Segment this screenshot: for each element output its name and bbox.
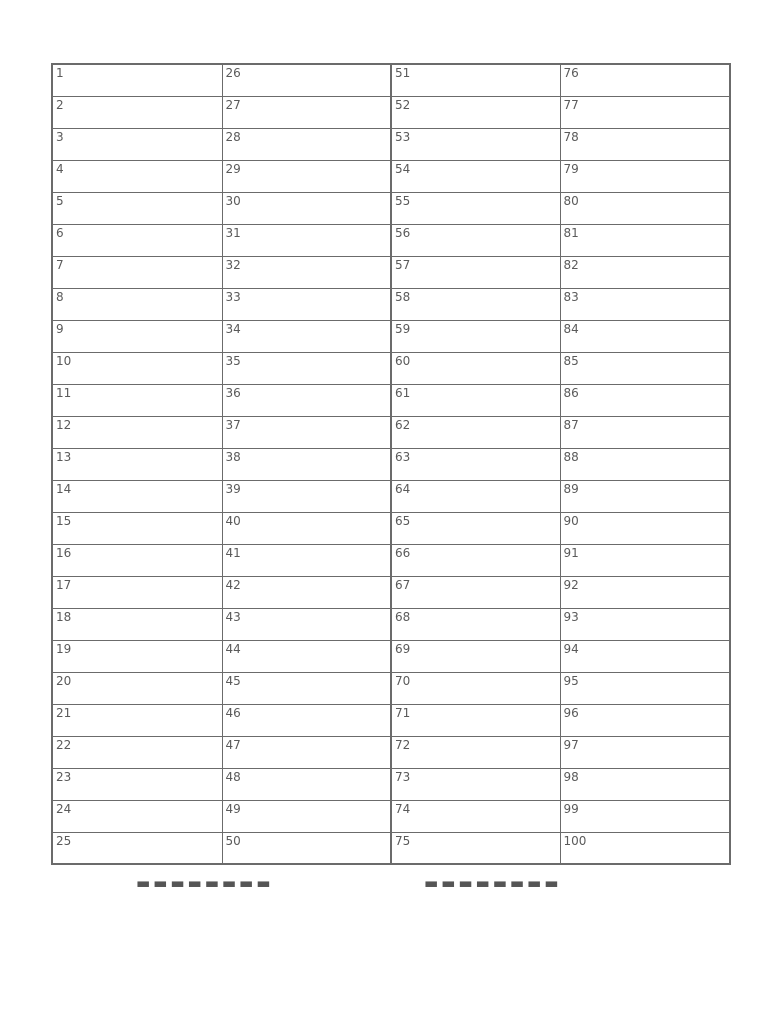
grid-cell: 10 — [52, 352, 222, 384]
grid-cell: 17 — [52, 576, 222, 608]
table-row — [52, 704, 730, 736]
grid-cell: 78 — [560, 128, 730, 160]
grid-cell: 61 — [391, 384, 560, 416]
grid-cell: 36 — [222, 384, 391, 416]
grid-cell: 29 — [222, 160, 391, 192]
table-row — [52, 160, 730, 192]
grid-cell: 14 — [52, 480, 222, 512]
grid-cell: 32 — [222, 256, 391, 288]
cutoff-label-right: ▬▬▬▬▬▬▬▬ — [424, 874, 562, 892]
grid-cell: 86 — [560, 384, 730, 416]
numbered-grid — [51, 63, 731, 865]
grid-cell: 47 — [222, 736, 391, 768]
grid-cell: 46 — [222, 704, 391, 736]
grid-cell: 33 — [222, 288, 391, 320]
grid-cell: 2 — [52, 96, 222, 128]
table-row — [52, 448, 730, 480]
grid-cell: 21 — [52, 704, 222, 736]
grid-cell: 20 — [52, 672, 222, 704]
grid-cell: 6 — [52, 224, 222, 256]
grid-cell: 22 — [52, 736, 222, 768]
grid-cell: 38 — [222, 448, 391, 480]
grid-cell: 92 — [560, 576, 730, 608]
grid-cell: 24 — [52, 800, 222, 832]
grid-cell: 94 — [560, 640, 730, 672]
table-row — [52, 288, 730, 320]
grid-cell: 25 — [52, 832, 222, 864]
table-row — [52, 96, 730, 128]
grid-cell: 49 — [222, 800, 391, 832]
grid-cell: 79 — [560, 160, 730, 192]
grid-cell: 58 — [391, 288, 560, 320]
grid-cell: 69 — [391, 640, 560, 672]
grid-cell: 23 — [52, 768, 222, 800]
grid-cell: 16 — [52, 544, 222, 576]
grid-cell: 59 — [391, 320, 560, 352]
grid-cell: 71 — [391, 704, 560, 736]
grid-cell: 89 — [560, 480, 730, 512]
grid-cell: 64 — [391, 480, 560, 512]
grid-body — [52, 64, 730, 864]
grid-cell: 39 — [222, 480, 391, 512]
table-row — [52, 800, 730, 832]
grid-cell: 7 — [52, 256, 222, 288]
table-row — [52, 64, 730, 96]
grid-cell: 80 — [560, 192, 730, 224]
grid-cell: 60 — [391, 352, 560, 384]
grid-cell: 56 — [391, 224, 560, 256]
grid-cell: 19 — [52, 640, 222, 672]
grid-cell: 57 — [391, 256, 560, 288]
grid-cell: 55 — [391, 192, 560, 224]
grid-cell: 67 — [391, 576, 560, 608]
grid-cell: 82 — [560, 256, 730, 288]
grid-cell: 75 — [391, 832, 560, 864]
grid-cell: 26 — [222, 64, 391, 96]
grid-cell: 48 — [222, 768, 391, 800]
table-row — [52, 224, 730, 256]
grid-cell: 13 — [52, 448, 222, 480]
table-row — [52, 832, 730, 864]
grid-cell: 3 — [52, 128, 222, 160]
table-row — [52, 416, 730, 448]
grid-cell: 1 — [52, 64, 222, 96]
grid-cell: 62 — [391, 416, 560, 448]
grid-cell: 100 — [560, 832, 730, 864]
grid-cell: 28 — [222, 128, 391, 160]
grid-cell: 42 — [222, 576, 391, 608]
grid-cell: 66 — [391, 544, 560, 576]
grid-cell: 37 — [222, 416, 391, 448]
grid-cell: 52 — [391, 96, 560, 128]
grid-cell: 15 — [52, 512, 222, 544]
table-row — [52, 672, 730, 704]
table-row — [52, 640, 730, 672]
grid-cell: 31 — [222, 224, 391, 256]
grid-cell: 73 — [391, 768, 560, 800]
grid-cell: 87 — [560, 416, 730, 448]
grid-cell: 44 — [222, 640, 391, 672]
table-row — [52, 768, 730, 800]
grid-cell: 40 — [222, 512, 391, 544]
grid-cell: 91 — [560, 544, 730, 576]
grid-cell: 93 — [560, 608, 730, 640]
grid-cell: 5 — [52, 192, 222, 224]
grid-cell: 9 — [52, 320, 222, 352]
grid-cell: 50 — [222, 832, 391, 864]
table-row — [52, 576, 730, 608]
table-row — [52, 512, 730, 544]
grid-cell: 81 — [560, 224, 730, 256]
grid-cell: 70 — [391, 672, 560, 704]
grid-cell: 76 — [560, 64, 730, 96]
grid-cell: 96 — [560, 704, 730, 736]
grid-cell: 45 — [222, 672, 391, 704]
table-row — [52, 128, 730, 160]
grid-cell: 65 — [391, 512, 560, 544]
numbered-sheet — [51, 63, 729, 865]
grid-cell: 8 — [52, 288, 222, 320]
grid-cell: 12 — [52, 416, 222, 448]
grid-cell: 30 — [222, 192, 391, 224]
cutoff-label-left: ▬▬▬▬▬▬▬▬ — [136, 874, 274, 892]
table-row — [52, 480, 730, 512]
grid-cell: 72 — [391, 736, 560, 768]
table-row — [52, 736, 730, 768]
grid-cell: 88 — [560, 448, 730, 480]
grid-cell: 98 — [560, 768, 730, 800]
grid-cell: 11 — [52, 384, 222, 416]
grid-cell: 74 — [391, 800, 560, 832]
grid-cell: 35 — [222, 352, 391, 384]
grid-cell: 51 — [391, 64, 560, 96]
grid-cell: 90 — [560, 512, 730, 544]
table-row — [52, 320, 730, 352]
table-row — [52, 544, 730, 576]
grid-cell: 99 — [560, 800, 730, 832]
table-row — [52, 384, 730, 416]
grid-cell: 18 — [52, 608, 222, 640]
grid-cell: 43 — [222, 608, 391, 640]
grid-cell: 84 — [560, 320, 730, 352]
grid-cell: 83 — [560, 288, 730, 320]
grid-cell: 4 — [52, 160, 222, 192]
grid-cell: 53 — [391, 128, 560, 160]
grid-cell: 41 — [222, 544, 391, 576]
grid-cell: 54 — [391, 160, 560, 192]
grid-cell: 85 — [560, 352, 730, 384]
table-row — [52, 256, 730, 288]
table-row — [52, 192, 730, 224]
grid-cell: 97 — [560, 736, 730, 768]
grid-cell: 77 — [560, 96, 730, 128]
grid-cell: 34 — [222, 320, 391, 352]
grid-cell: 95 — [560, 672, 730, 704]
grid-cell: 68 — [391, 608, 560, 640]
table-row — [52, 608, 730, 640]
table-row — [52, 352, 730, 384]
grid-cell: 63 — [391, 448, 560, 480]
grid-cell: 27 — [222, 96, 391, 128]
